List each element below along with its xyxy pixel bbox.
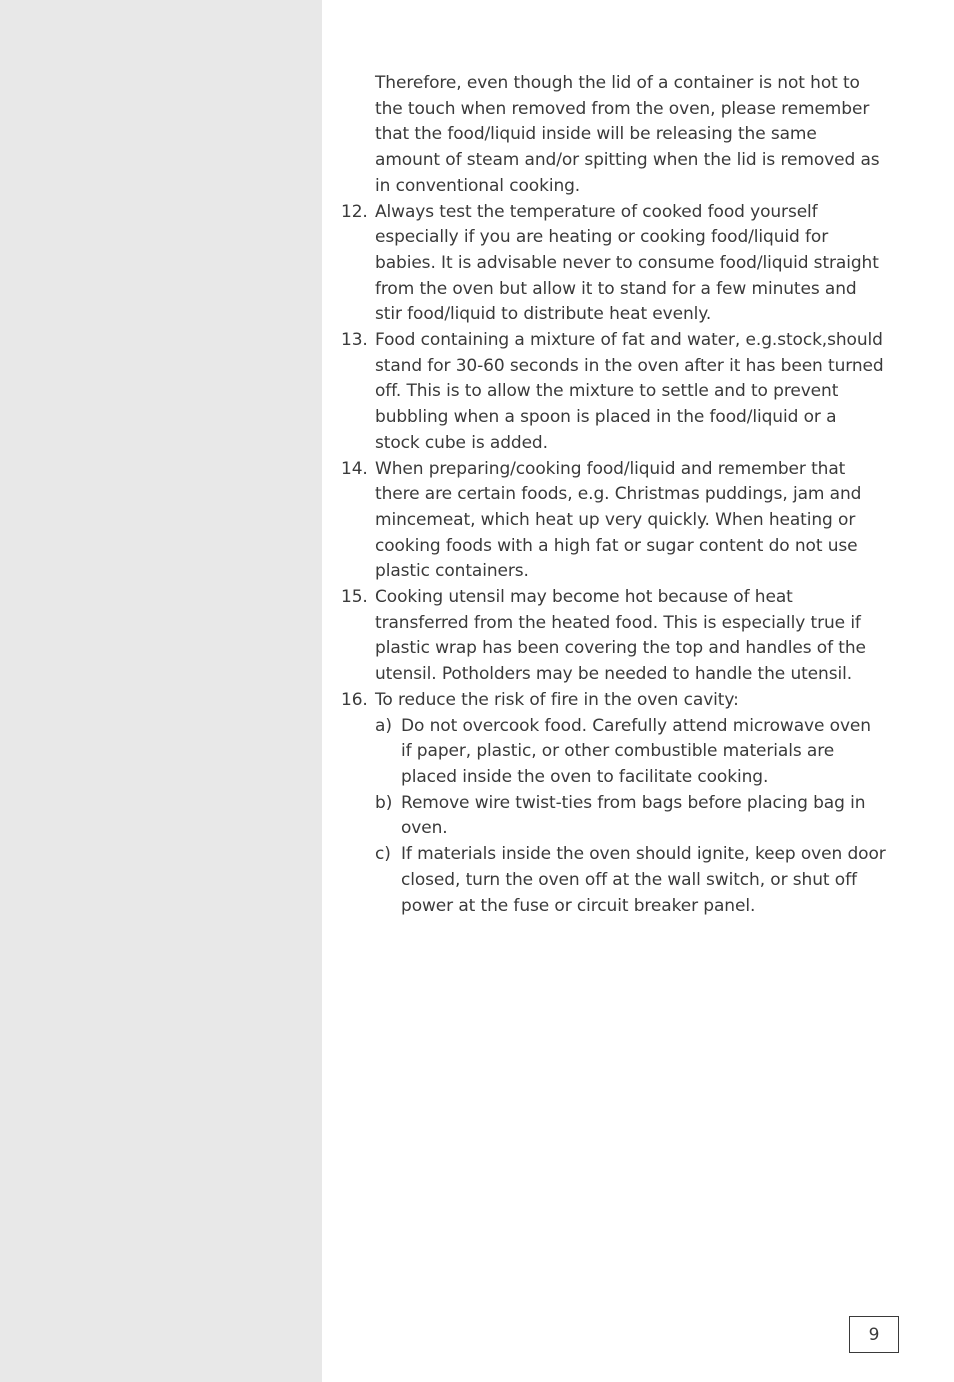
item-number: 12. (341, 201, 368, 222)
list-item-13 (341, 328, 886, 457)
sub-item-letter: a) (375, 715, 392, 736)
item-text: When preparing/cooking food/liquid and remember that there are certain foods, e.g. Christmas puddings, jam and mincemeat, which heat up very quickly. When heating or cooking foods with a high fat or sugar content do not use plastic containers. (375, 458, 862, 582)
list-item-12 (341, 200, 886, 329)
item-number: 15. (341, 587, 368, 608)
sub-item-b (375, 791, 886, 842)
sub-item-a (375, 714, 886, 791)
sub-item-text: Do not overcook food. Carefully attend microwave oven if paper, plastic, or other combustible materials are placed inside the oven to facilitate cooking. (401, 715, 871, 787)
sub-item-text: If materials inside the oven should ignite, keep oven door closed, turn the oven off at the wall switch, or shut off power at the fuse or circuit breaker panel. (401, 844, 886, 916)
item-text: Food containing a mixture of fat and water, e.g.stock,should stand for 30-60 seconds in the oven after it has been turned off. This is to allow the mixture to settle and to prevent bubbling when a spoon is placed in the food/liquid or a stock cube is added. (375, 330, 884, 453)
sub-item-text: Remove wire twist-ties from bags before placing bag in oven. (401, 792, 866, 839)
item-body (375, 688, 886, 919)
item-number: 16. (341, 689, 368, 710)
item-text: To reduce the risk of fire in the oven cavity: (375, 689, 739, 710)
item-number: 13. (341, 330, 368, 351)
sub-item-letter: b) (375, 792, 393, 813)
list-item-14 (341, 457, 886, 586)
sub-item-c (375, 842, 886, 919)
item-number: 14. (341, 458, 368, 479)
list-item-16 (341, 688, 886, 919)
item-text: Cooking utensil may become hot because of heat transferred from the heated food. This is especially true if plastic wrap has been covering the top and handles of the utensil. Potholders may be needed to handle the utensil. (375, 587, 866, 685)
item-text: Always test the temperature of cooked food yourself especially if you are heating or cooking food/liquid for babies. It is advisable never to consume food/liquid straight from the oven but allow it to stand for a few minutes and stir food/liquid to distribute heat evenly. (375, 201, 879, 325)
intro-paragraph: Therefore, even though the lid of a container is not hot to the touch when removed from the oven, please remember that the food/liquid inside will be releasing the same amount of steam and/or spitting when the lid is removed as in conventional cooking. (375, 73, 880, 196)
list-item-15 (341, 585, 886, 688)
page-number: 9 (849, 1316, 899, 1353)
document-body (341, 71, 886, 919)
side-panel (0, 0, 322, 1382)
sub-item-letter: c) (375, 844, 391, 865)
